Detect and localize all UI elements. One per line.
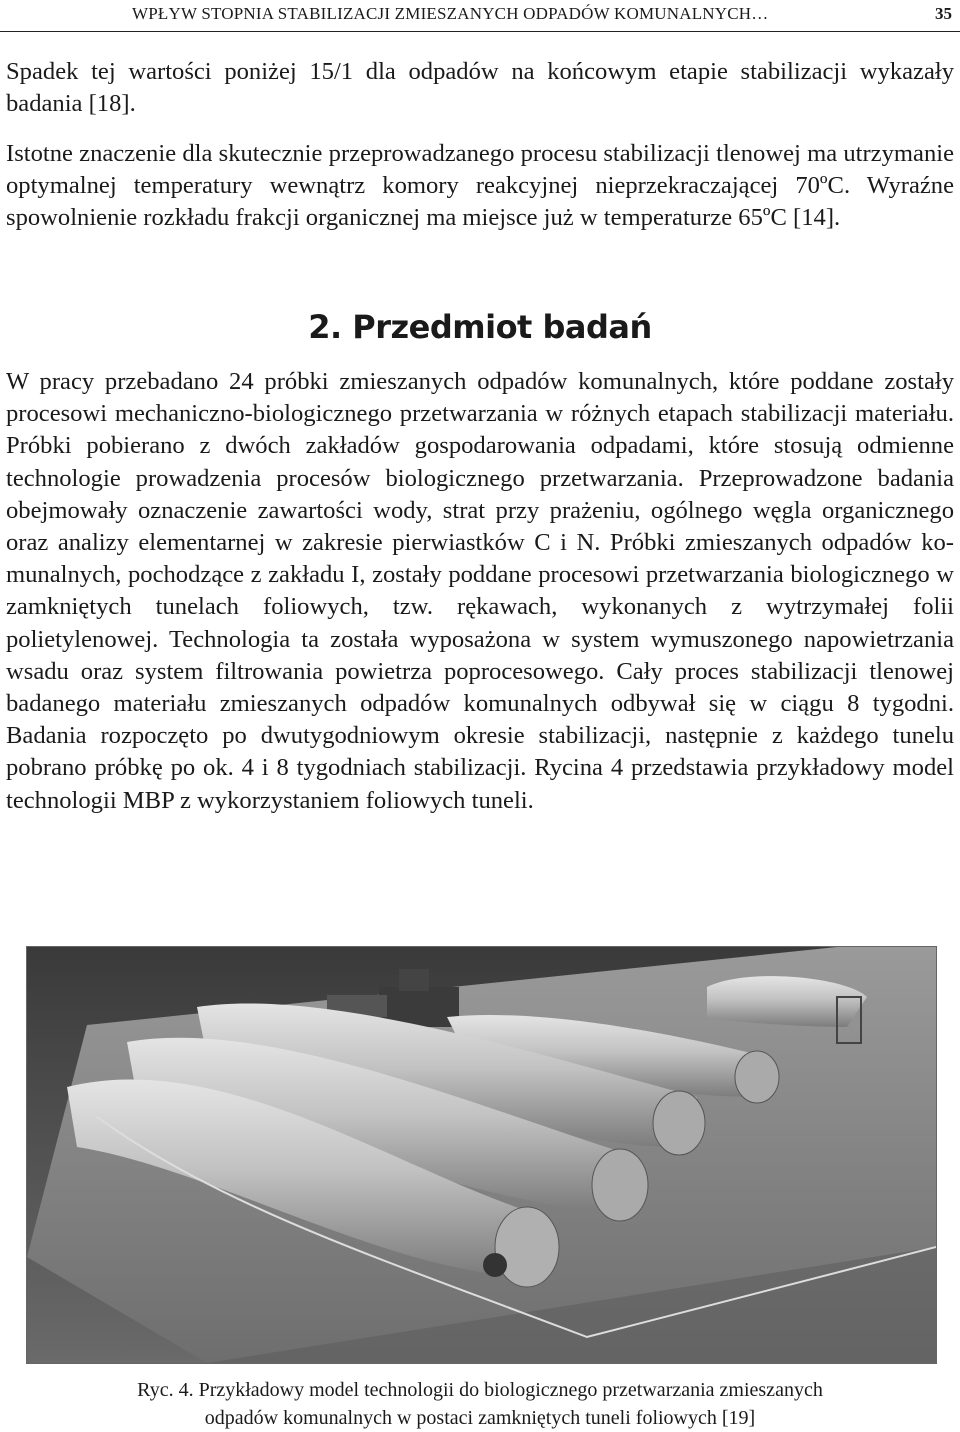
section-heading: 2. Przedmiot badań (308, 308, 652, 346)
paragraph-2 (6, 138, 954, 235)
figure-caption (40, 1376, 920, 1432)
blower-fan (483, 1253, 507, 1277)
running-header (0, 0, 960, 34)
paragraph-1 (6, 56, 954, 120)
running-title: WPŁYW STOPNIA STABILIZACJI ZMIESZANYCH ODPADÓW KOMUNALNYCH… (132, 4, 769, 23)
paragraph-3 (6, 366, 954, 817)
page-number: 35 (935, 4, 952, 23)
caption-line-1: Ryc. 4. Przykładowy model technologii do biologicznego przetwarzania zmieszanych (137, 1379, 823, 1401)
paragraph-3-text: W pracy przebadano 24 próbki zmieszanych odpadów komunalnych, które poddane zostały procesowi mechaniczno-biologicznego przetwarzania w różnych etapach stabilizacji materiału. Próbki pobierano z dwóch zakładów gospodarowania odpadami, które stosują odmienne technologie prowadzenia procesów biologicznego przetwarzania. Przeprowadzone badania obejmowały oznaczenie zawartości wody, strat przy prażeniu, ogólnego węgla organicznego oraz analizy elementarnej w zakresie pierwiastków C i N. Próbki zmieszanych odpadów komunalnych, pochodzące z zakładu I, zostały poddane procesowi przetwarzania biologicznego w zamkniętych tunelach foliowych, tzw. rękawach, wykonanych z wytrzymałej folii polietylenowej. Technologia ta została wyposażona w system wymuszonego napowietrzania wsadu oraz system filtrowania powietrza poprocesowego. Cały proces stabilizacji tlenowej badanego materiału zmieszanych odpadów komunalnych odbywał się w ciągu 8 tygodni. Badania rozpoczęto po dwutygodniowym okresie stabilizacji, następnie z każdego tunelu pobrano próbkę po ok. 4 i 8 tygodniach stabilizacji. Rycina 4 przedstawia przykładowy model technologii MBP z wykorzystaniem foliowych tuneli. (6, 368, 954, 814)
tunnel-model-illustration (27, 947, 936, 1363)
caption-line-2: odpadów komunalnych w postaci zamkniętych tuneli foliowych [19] (204, 1407, 756, 1429)
paragraph-2-text: Istotne znaczenie dla skutecznie przeprowadzanego procesu stabilizacji tlenowej ma utrzymanie optymalnej temperatury wewnątrz komory reakcyjnej nieprzekraczającej 70ºC. Wyraźne spowolnienie rozkładu frakcji organicznej ma miejsce już w temperaturze 65ºC [14]. (6, 140, 954, 232)
header-rule (0, 31, 960, 32)
figure-tunnel-model (26, 946, 937, 1364)
paragraph-1-text: Spadek tej wartości poniżej 15/1 dla odpadów na końcowym etapie stabilizacji wykazały badania [18]. (6, 58, 954, 118)
